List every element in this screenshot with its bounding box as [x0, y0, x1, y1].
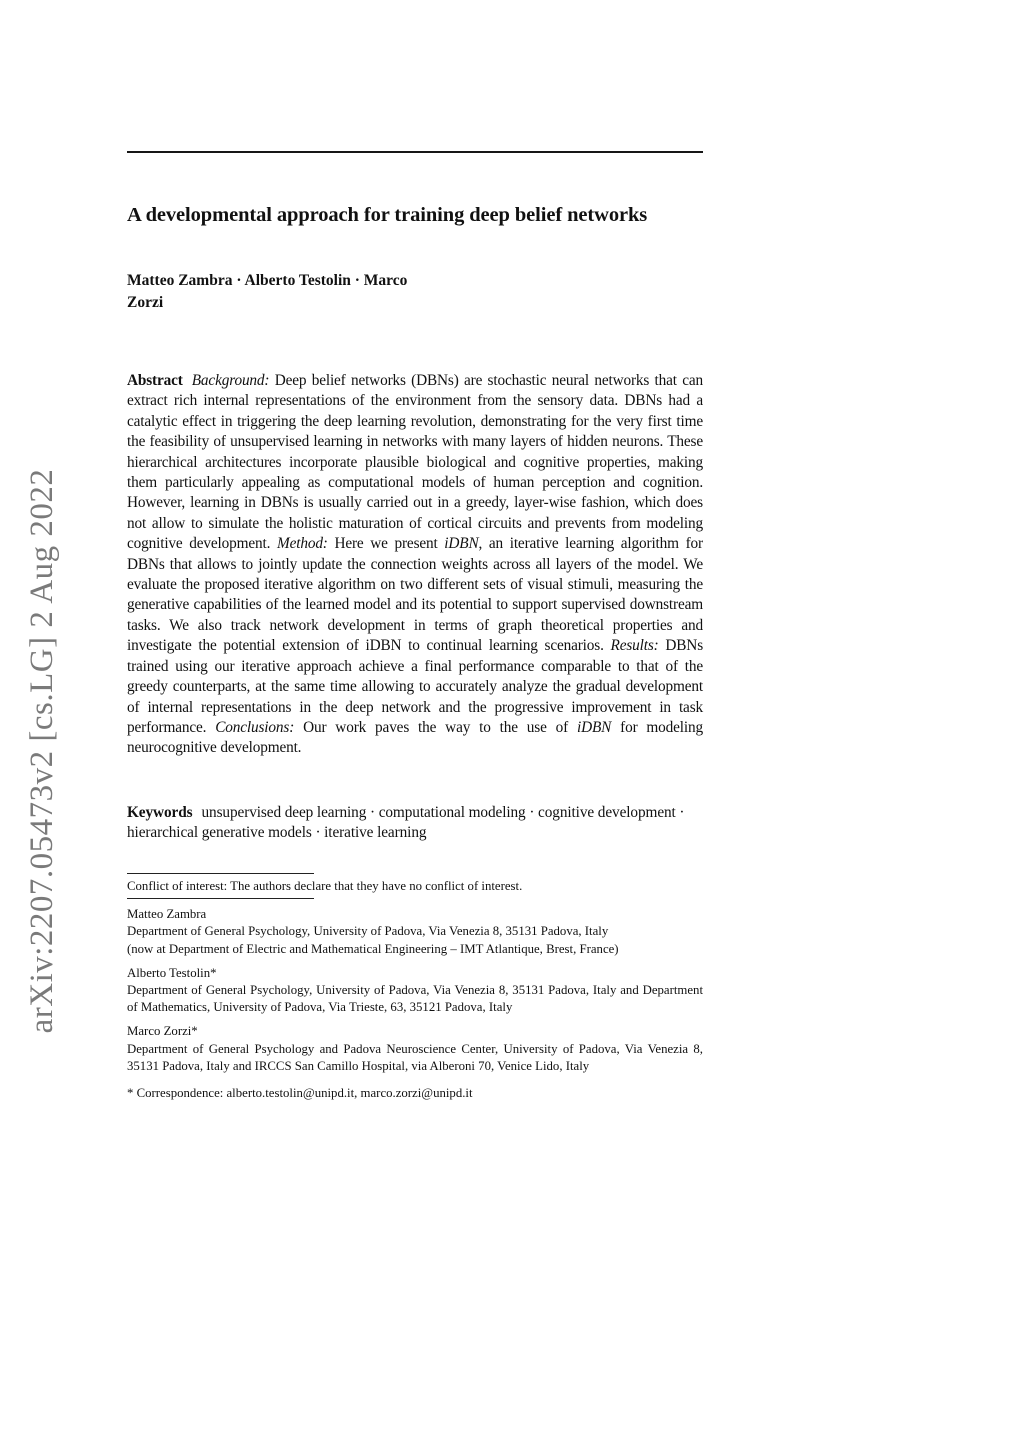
footnotes-section: [127, 873, 703, 1102]
affiliation-block-zambra: [127, 906, 703, 958]
correspondence-note: * Correspondence: alberto.testolin@unipd.it, marco.zorzi@unipd.it: [127, 1086, 473, 1101]
affiliation-author-name: Alberto Testolin*: [127, 965, 217, 980]
author-list: [127, 270, 703, 313]
affiliation-author-name: Matteo Zambra: [127, 907, 207, 922]
affiliation-line: Department of General Psychology, University of Padova, Via Venezia 8, 35131 Padova, Italy: [127, 924, 609, 939]
footnote-rule-top: [127, 873, 314, 874]
author-line-1: Matteo Zambra · Alberto Testolin · Marco: [127, 272, 408, 289]
affiliation-line: (now at Department of Electric and Mathematical Engineering – IMT Atlantique, Brest, France): [127, 941, 619, 956]
affiliation-block-zorzi: [127, 1023, 703, 1075]
arxiv-watermark: arXiv:2207.05473v2 [cs.LG] 2 Aug 2022: [24, 468, 60, 1034]
affiliation-author-name: Marco Zorzi*: [127, 1024, 198, 1039]
affiliation-block-testolin: [127, 965, 703, 1017]
conflict-of-interest-note: Conflict of interest: The authors declare that they have no conflict of interest.: [127, 879, 523, 893]
paper-title: A developmental approach for training deep belief networks: [127, 204, 648, 226]
keywords-paragraph: Keywords unsupervised deep learning · computational modeling · cognitive development · hierarchical generative models · iterative learning: [127, 804, 685, 842]
author-line-2: Zorzi: [127, 293, 164, 311]
abstract-paragraph: Abstract Background: Deep belief networks (DBNs) are stochastic neural networks that can extract rich internal representations of the environment from the sensory data. DBNs had a catalytic effect in triggering the deep learning revolution, demonstrating for the very first time the feasibility of unsupervised learning in networks with many layers of hidden neurons. These hierarchical architectures incorporate plausible biological and cognitive properties, making them particularly appealing as computational models of human perception and cognition. However, learning in DBNs is usually carried out in a greedy, layer-wise fashion, which does not allow to simulate the holistic maturation of cortical circuits and prevents from modeling cognitive development. Method: Here we present iDBN, an iterative learning algorithm for DBNs that allows to jointly update the connection weights across all layers of the model. We evaluate the proposed iterative algorithm on two different sets of visual stimuli, measuring the generative capabilities of the learned model and its potential to support supervised downstream tasks. We also track network development in terms of graph theoretical properties and investigate the potential extension of iDBN to continual learning scenarios. Results: DBNs trained using our iterative approach achieve a final performance comparable to that of the greedy counterparts, at the same time allowing to accurately analyze the gradual development of internal representations in the deep network and the progressive improvement in task performance. Conclusions: Our work paves the way to the use of iDBN for modeling neurocognitive development.: [127, 372, 704, 757]
header-rule: [127, 151, 703, 153]
footnote-rule-bottom: [127, 898, 314, 899]
affiliation-line: Department of General Psychology and Padova Neuroscience Center, University of Padova, Via Venezia 8, 35131 Padova, Italy and IRCCS San Camillo Hospital, via Alberoni 70, Venice Lido, Italy: [127, 1041, 703, 1073]
affiliation-line: Department of General Psychology, University of Padova, Via Venezia 8, 35131 Padova, Italy and Department of Mathematics, University of Padova, Via Trieste, 63, 35121 Padova, Italy: [127, 983, 703, 1015]
